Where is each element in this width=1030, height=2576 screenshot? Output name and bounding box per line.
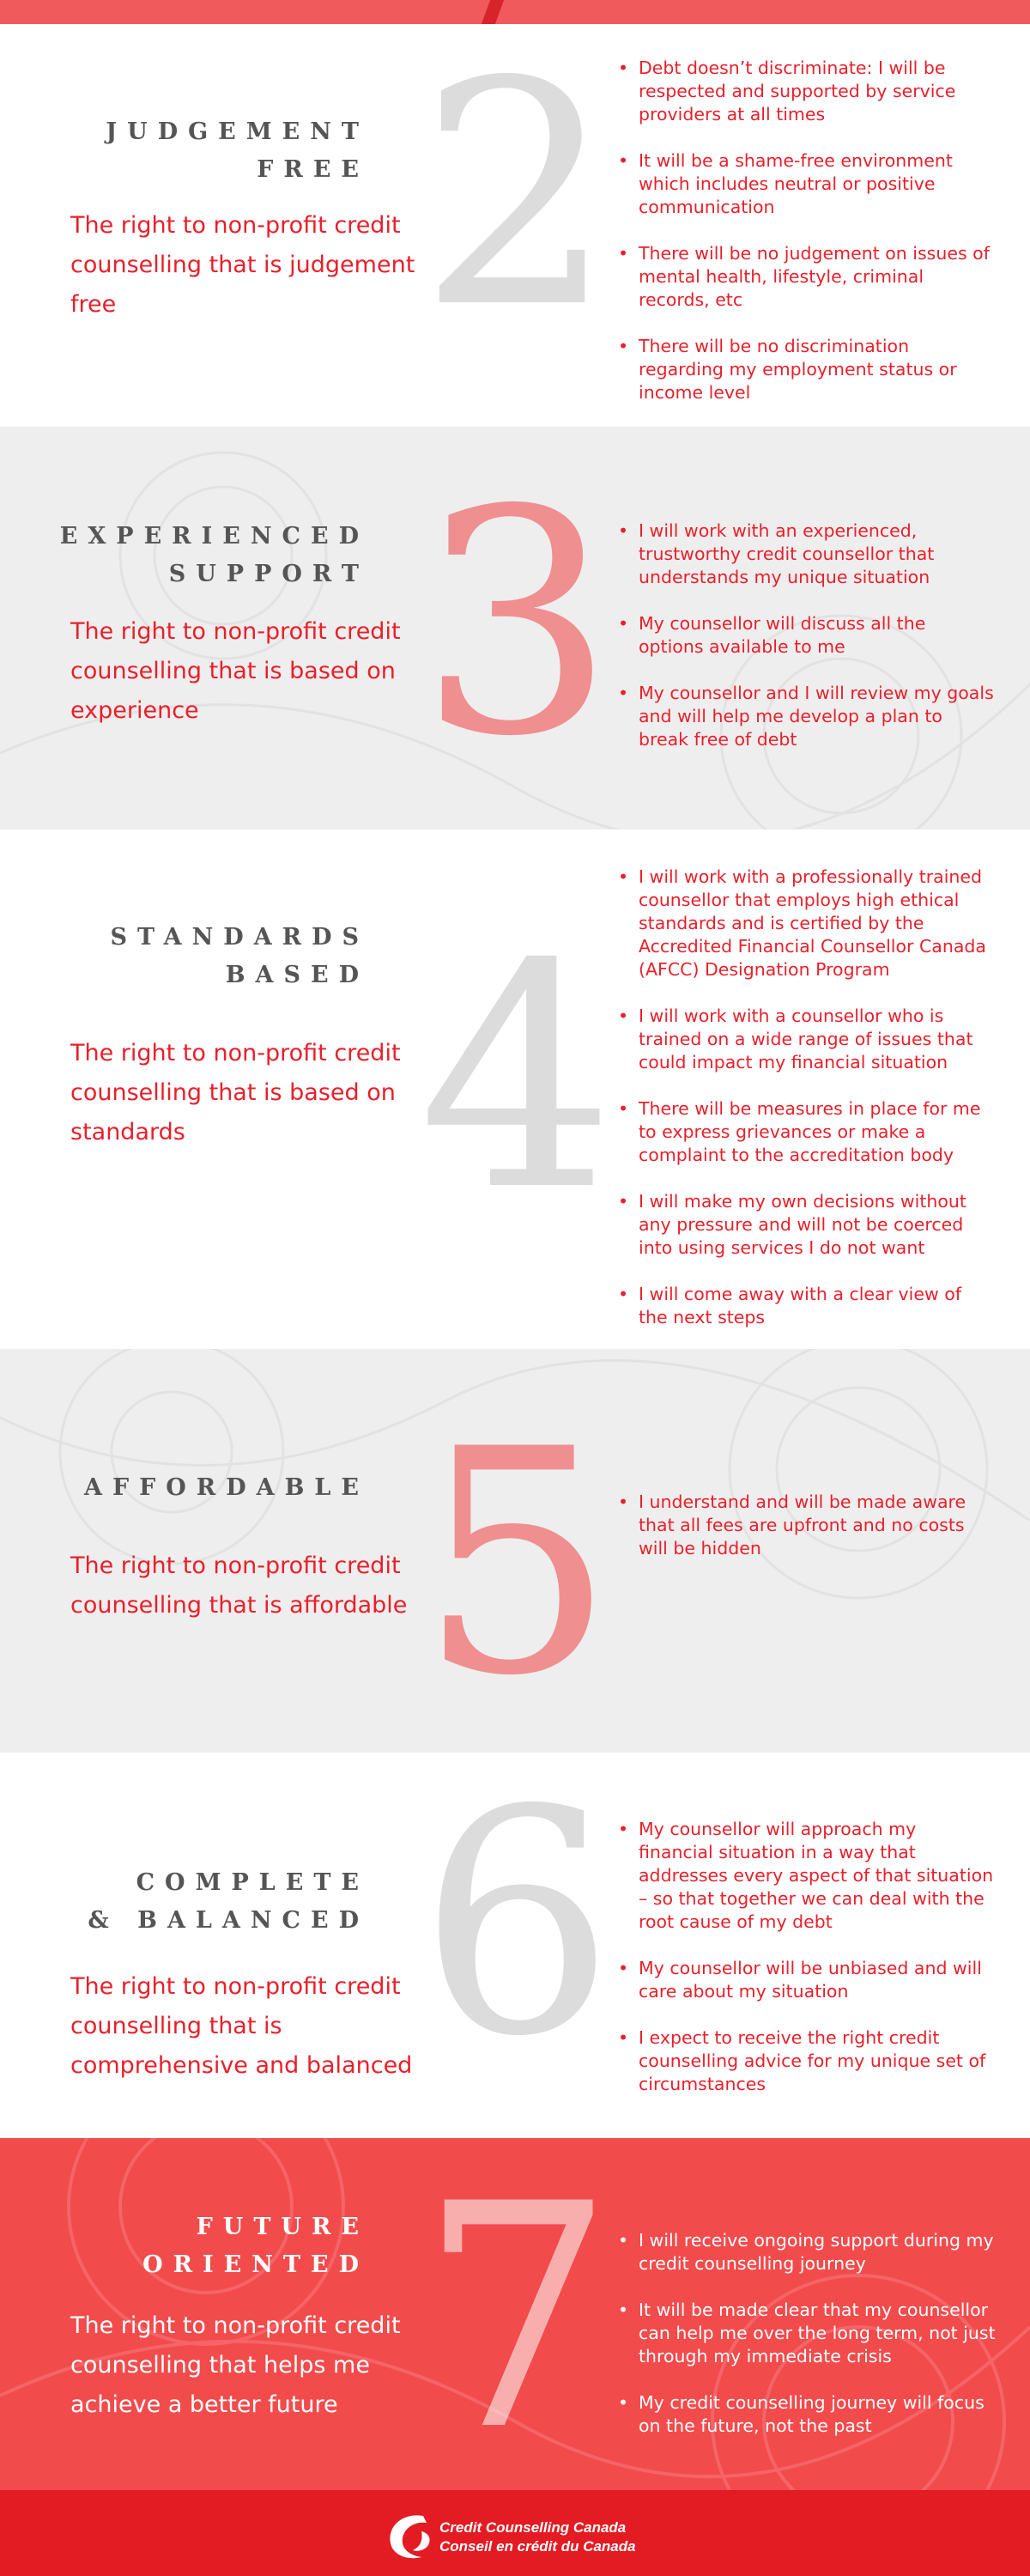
bullet-list	[618, 1818, 996, 2119]
section-standards-based	[0, 829, 1030, 1349]
section-heading: STANDARDS BASED	[110, 924, 369, 988]
bullet-item: • There will be measures in place for me to express grievances or make a complaint to the accreditation body	[618, 1097, 996, 1167]
bullet-item: • I understand and will be made aware that all fees are upfront and no costs will be hidden	[618, 1491, 996, 1560]
bullet-item: • I will receive ongoing support during my credit counselling journey	[618, 2229, 996, 2275]
bullet-item: • I expect to receive the right credit counselling advice for my unique set of circumstances	[618, 2026, 996, 2096]
section-heading: EXPERIENCED SUPPORT	[59, 523, 369, 587]
bullet-item: • I will work with a counsellor who is trained on a wide range of issues that could impact my financial situation	[618, 1005, 996, 1074]
section-number: 2	[418, 24, 615, 375]
section-heading: AFFORDABLE	[84, 1474, 369, 1501]
ccc-swoosh-logo-icon	[384, 2511, 444, 2562]
org-name-fr: Conseil en crédit du Canada	[439, 2538, 636, 2555]
bullet-item: • There will be no discrimination regarding my employment status or income level	[618, 335, 996, 404]
section-tagline: The right to non-profit credit counselling that is comprehensive and balanced	[70, 1973, 413, 2079]
section-judgement-free	[0, 24, 1030, 427]
bullet-item: • Debt doesn’t discriminate: I will be respected and supported by service providers at all times	[618, 57, 996, 126]
section-affordable	[0, 1349, 1030, 1753]
section-tagline: The right to non-profit credit counselling that is based on experience	[70, 618, 401, 724]
section-number: 4	[418, 898, 615, 1258]
bullet-item: • My credit counselling journey will focus on the future, not the past	[618, 2391, 996, 2438]
bullet-item: • It will be a shame-free environment which includes neutral or positive communication	[618, 149, 996, 219]
section-number: 3	[418, 444, 615, 804]
section-number: 7	[418, 2138, 615, 2490]
bullet-list	[618, 2229, 996, 2461]
bullet-list	[618, 519, 996, 775]
section-number: 5	[418, 1383, 615, 1743]
bullet-item: • I will come away with a clear view of the next steps	[618, 1283, 996, 1329]
bullet-item: • There will be no judgement on issues of mental health, lifestyle, criminal records, etc	[618, 242, 996, 312]
section-tagline: The right to non-profit credit counselling that is judgement free	[70, 212, 415, 318]
section-tagline: The right to non-profit credit counselling that is affordable	[70, 1552, 408, 1619]
section-heading: COMPLETE & BALANCED	[88, 1869, 369, 1934]
section-experienced-support	[0, 427, 1030, 829]
section-heading: FUTURE ORIENTED	[142, 2214, 369, 2278]
section-complete-balanced	[0, 1753, 1030, 2138]
bullet-list	[618, 57, 996, 427]
org-name-en: Credit Counselling Canada	[439, 2519, 627, 2536]
bullet-item: • My counsellor will discuss all the options available to me	[618, 612, 996, 659]
bullet-list	[618, 866, 996, 1349]
section-tagline: The right to non-profit credit counselling that helps me achieve a better future	[70, 2312, 401, 2418]
bullet-item: • I will work with an experienced, trustworthy credit counsellor that understands my unique situation	[618, 519, 996, 589]
bullet-item: • My counsellor will approach my financial situation in a way that addresses every aspect of that situation – so that together we can deal with the root cause of my debt	[618, 1818, 996, 1934]
section-future-oriented	[0, 2138, 1030, 2490]
bullet-list	[618, 1491, 996, 1583]
section-heading: JUDGEMENT FREE	[106, 118, 369, 183]
bullet-item: • I will make my own decisions without any pressure and will not be coerced into using services I do not want	[618, 1190, 996, 1260]
section-number: 6	[418, 1753, 615, 2104]
footer-org-name	[439, 2518, 636, 2556]
section-tagline: The right to non-profit credit counselling that is based on standards	[70, 1040, 401, 1145]
bullet-item: • My counsellor will be unbiased and will care about my situation	[618, 1957, 996, 2003]
bullet-item: • My counsellor and I will review my goals and will help me develop a plan to break free of debt	[618, 682, 996, 751]
bullet-item: • I will work with a professionally trained counsellor that employs high ethical standards and is certified by the Accredited Financial Counsellor Canada (AFCC) Designation Program	[618, 866, 996, 981]
bullet-item: • It will be made clear that my counsellor can help me over the long term, not just through my immediate crisis	[618, 2299, 996, 2368]
top-banner	[0, 0, 1030, 24]
